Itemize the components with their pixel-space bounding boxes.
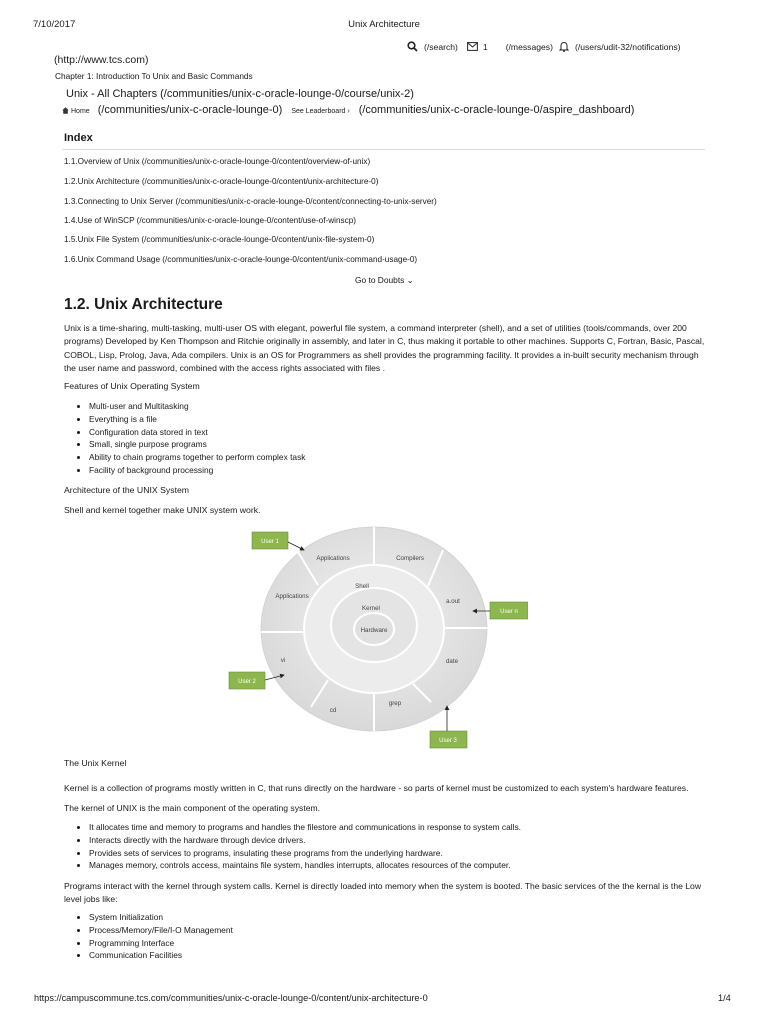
- kernel-paragraph-3: Programs interact with the kernel through system calls. Kernel is directly loaded into memory when the system is booted. The basic services of the the kernal is the Low level jobs like:: [64, 881, 702, 905]
- list-item: • Provides sets of services to programs, insulating these programs from the underlying hardware.: [89, 847, 709, 860]
- breadcrumb: [62, 104, 634, 116]
- list-item: • Manages memory, controls access, maintains file system, handles interrupts, allocates resources of the computer.: [89, 859, 709, 872]
- index-item-command-usage[interactable]: 1.6.Unix Command Usage (/communities/unix-c-oracle-lounge-0/content/unix-command-usage-0): [64, 255, 418, 264]
- index-item-file-system[interactable]: 1.5.Unix File System (/communities/unix-c-oracle-lounge-0/content/unix-file-system-0): [64, 235, 375, 244]
- bell-icon[interactable]: [559, 41, 569, 52]
- outer-label: a.out: [446, 598, 460, 605]
- list-item: • Small, single purpose programs: [89, 438, 709, 451]
- list-item: • Multi-user and Multitasking: [89, 400, 709, 413]
- home-url[interactable]: (/communities/unix-c-oracle-lounge-0): [97, 104, 283, 116]
- user-label: User 2: [238, 679, 256, 685]
- index-item-winscp[interactable]: 1.4.Use of WinSCP (/communities/unix-c-oracle-lounge-0/content/use-of-winscp): [64, 216, 356, 225]
- kernel-label: Kernel: [362, 605, 380, 612]
- architecture-description: Shell and kernel together make UNIX system work.: [64, 505, 261, 515]
- outer-label: grep: [388, 700, 402, 707]
- outer-label: Applications: [275, 593, 309, 600]
- mail-icon[interactable]: [467, 42, 478, 51]
- message-count: 1: [482, 41, 488, 52]
- user-label: User 3: [439, 738, 457, 744]
- site-link[interactable]: (http://www.tcs.com): [54, 54, 149, 66]
- home-icon[interactable]: [62, 107, 69, 114]
- intro-paragraph: Unix is a time-sharing, multi-tasking, multi-user OS with elegant, powerful file system, a command interpreter (shell), and a set of utilities (tools/commands, over 200 programs) Developed by Ken Thompson and Ritchie originally in assembly, and later in C, thus making it portable to other machines. Supports C, Fortran, Basic, Pascal, COBOL, Lisp, Prolog, Java, Ada compilers. Unix is an OS for Programmers as shell provides the programming facility. It provides a in-built security mechanism through the user name and password, combined with the access rights associated with files .: [64, 323, 705, 374]
- kernel-paragraph-2: The kernel of UNIX is the main component of the operating system.: [64, 803, 321, 813]
- shell-label: Shell: [355, 583, 369, 590]
- outer-label: Compilers: [396, 555, 424, 562]
- print-date: 7/10/2017: [33, 19, 76, 30]
- unix-architecture-diagram: [228, 522, 528, 752]
- outer-label: cd: [329, 707, 337, 714]
- kernel-heading: The Unix Kernel: [64, 758, 127, 768]
- features-list: [74, 400, 709, 477]
- hardware-label: Hardware: [360, 627, 388, 634]
- list-item: • Configuration data stored in text: [89, 426, 709, 439]
- kernel-paragraph-1: Kernel is a collection of programs mostly written in C, that runs directly on the hardware - so parts of kernel must be customized to each system's hardware features.: [64, 783, 689, 793]
- notifications-link[interactable]: (/users/udit-32/notifications): [574, 41, 681, 52]
- chapter-title: Chapter 1: Introduction To Unix and Basic Commands: [55, 71, 253, 81]
- print-page-number: 1/4: [718, 993, 731, 1003]
- list-item: • Communication Facilities: [89, 949, 709, 962]
- print-footer-url: https://campuscommune.tcs.com/communities/unix-c-oracle-lounge-0/content/unix-architecture-0: [34, 993, 428, 1003]
- list-item: • Process/Memory/File/I-O Management: [89, 924, 709, 937]
- index-item-connecting[interactable]: 1.3.Connecting to Unix Server (/communities/unix-c-oracle-lounge-0/content/connecting-to-unix-server): [64, 197, 437, 206]
- outer-label: date: [445, 658, 459, 665]
- index-item-architecture[interactable]: 1.2.Unix Architecture (/communities/unix-c-oracle-lounge-0/content/unix-architecture-0): [64, 177, 379, 186]
- list-item: • Everything is a file: [89, 413, 709, 426]
- index-divider: [62, 149, 705, 150]
- index-heading: Index: [64, 132, 93, 144]
- all-chapters-link[interactable]: Unix - All Chapters (/communities/unix-c-oracle-lounge-0/course/unix-2): [66, 88, 414, 100]
- outer-label: Applications: [316, 555, 350, 562]
- search-icon[interactable]: [407, 41, 418, 52]
- top-nav: [407, 41, 681, 52]
- list-item: • Facility of background processing: [89, 464, 709, 477]
- messages-link[interactable]: (/messages): [505, 41, 553, 52]
- leaderboard-link[interactable]: See Leaderboard ›: [291, 108, 350, 115]
- kernel-jobs-list: [74, 911, 709, 962]
- list-item: • System Initialization: [89, 911, 709, 924]
- features-label: Features of Unix Operating System: [64, 381, 200, 391]
- architecture-label: Architecture of the UNIX System: [64, 485, 190, 495]
- list-item: • Interacts directly with the hardware through device drivers.: [89, 834, 709, 847]
- section-heading: 1.2. Unix Architecture: [64, 296, 223, 313]
- kernel-list: [74, 821, 709, 872]
- leaderboard-url[interactable]: (/communities/unix-c-oracle-lounge-0/aspire_dashboard): [358, 104, 635, 116]
- search-link[interactable]: (/search): [424, 41, 458, 52]
- outer-label: vi: [280, 657, 286, 664]
- index-item-overview[interactable]: 1.1.Overview of Unix (/communities/unix-c-oracle-lounge-0/content/overview-of-unix): [64, 157, 371, 166]
- user-label: User n: [500, 609, 518, 615]
- home-link[interactable]: Home: [71, 108, 90, 115]
- list-item: • It allocates time and memory to programs and handles the filestore and communications in response to system calls.: [89, 821, 709, 834]
- list-item: • Ability to chain programs together to perform complex task: [89, 451, 709, 464]
- go-to-doubts-button[interactable]: Go to Doubts ⌄: [355, 275, 414, 285]
- list-item: • Programming Interface: [89, 937, 709, 950]
- print-title: Unix Architecture: [348, 19, 420, 30]
- user-label: User 1: [261, 539, 279, 545]
